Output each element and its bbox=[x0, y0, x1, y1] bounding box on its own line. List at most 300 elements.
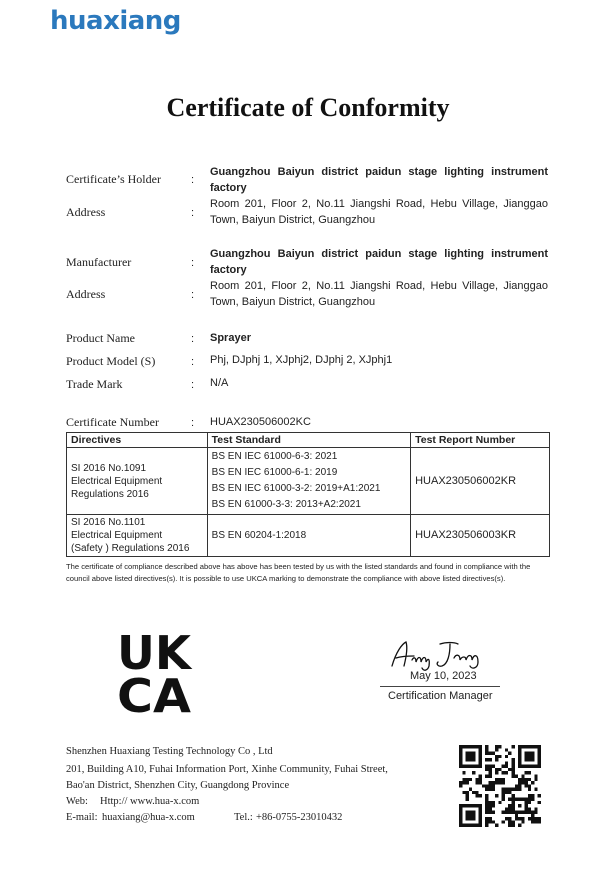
qr-module bbox=[502, 791, 505, 794]
qr-module bbox=[538, 758, 541, 761]
qr-module bbox=[459, 752, 462, 755]
qr-module bbox=[531, 755, 534, 758]
standard-line: BS EN 61000-3-3: 2013+A2:2021 bbox=[211, 499, 361, 510]
header-test-standard: Test Standard bbox=[207, 433, 410, 448]
qr-module bbox=[518, 811, 521, 814]
certificate-number: HUAX230506002KC bbox=[210, 416, 311, 428]
qr-module bbox=[479, 752, 482, 755]
qr-module bbox=[528, 817, 531, 820]
qr-module bbox=[479, 748, 482, 751]
qr-module bbox=[459, 824, 462, 827]
standard-cell: BS EN 60204-1:2018 bbox=[207, 515, 410, 557]
qr-module bbox=[485, 752, 488, 755]
qr-module bbox=[479, 745, 482, 748]
qr-module bbox=[508, 752, 511, 755]
qr-module bbox=[459, 820, 462, 823]
qr-module bbox=[528, 758, 531, 761]
qr-module bbox=[489, 804, 492, 807]
directive-line: SI 2016 No.1091 bbox=[71, 462, 147, 474]
qr-module bbox=[466, 758, 469, 761]
qr-module bbox=[538, 820, 541, 823]
certificate-number-label: Certificate Number bbox=[66, 415, 159, 429]
qr-module bbox=[518, 824, 521, 827]
qr-module bbox=[485, 804, 488, 807]
qr-module bbox=[475, 791, 478, 794]
qr-module bbox=[495, 771, 498, 774]
qr-module bbox=[518, 778, 521, 781]
qr-module bbox=[475, 765, 478, 768]
qr-module bbox=[495, 794, 498, 797]
qr-module bbox=[495, 768, 498, 771]
qr-module bbox=[462, 824, 465, 827]
qr-module bbox=[508, 807, 511, 810]
qr-module bbox=[528, 771, 531, 774]
signature-icon bbox=[388, 636, 486, 674]
qr-module bbox=[505, 765, 508, 768]
qr-module bbox=[502, 788, 505, 791]
holder-name: Guangzhou Baiyun district paidun stage lighting instrument factory bbox=[210, 166, 548, 194]
qr-module bbox=[479, 811, 482, 814]
qr-module bbox=[521, 745, 524, 748]
qr-module bbox=[466, 745, 469, 748]
company-logo: huaxiang bbox=[50, 6, 181, 36]
qr-module bbox=[502, 797, 505, 800]
qr-module bbox=[475, 778, 478, 781]
qr-module bbox=[479, 794, 482, 797]
qr-module bbox=[525, 807, 528, 810]
qr-module bbox=[521, 778, 524, 781]
qr-module bbox=[521, 781, 524, 784]
qr-module bbox=[459, 748, 462, 751]
qr-module bbox=[515, 784, 518, 787]
qr-module bbox=[511, 820, 514, 823]
qr-module bbox=[518, 804, 521, 807]
qr-module bbox=[459, 817, 462, 820]
qr-module bbox=[531, 752, 534, 755]
qr-module bbox=[528, 788, 531, 791]
product-name: Sprayer bbox=[210, 332, 251, 344]
qr-module bbox=[505, 791, 508, 794]
qr-module bbox=[485, 801, 488, 804]
qr-module bbox=[521, 765, 524, 768]
qr-module bbox=[511, 794, 514, 797]
qr-module bbox=[472, 814, 475, 817]
ukca-mark-bottom: CA bbox=[117, 669, 192, 714]
qr-module bbox=[538, 745, 541, 748]
qr-module bbox=[518, 752, 521, 755]
qr-module bbox=[485, 794, 488, 797]
manufacturer-address-colon: : bbox=[191, 289, 195, 301]
qr-module bbox=[502, 778, 505, 781]
qr-module bbox=[528, 778, 531, 781]
qr-module bbox=[475, 745, 478, 748]
header-directives: Directives bbox=[67, 433, 208, 448]
footer-address-line1: 201, Building A10, Fuhai Information Port, Xinhe Community, Fuhai Street, bbox=[66, 764, 388, 775]
qr-module bbox=[505, 771, 508, 774]
footer-tel: +86-0755-23010432 bbox=[256, 812, 343, 823]
qr-module bbox=[531, 745, 534, 748]
qr-module bbox=[479, 824, 482, 827]
footer-tel-label: Tel.: bbox=[234, 812, 253, 823]
qr-module bbox=[462, 745, 465, 748]
standard-line: BS EN IEC 61000-3-2: 2019+A1:2021 bbox=[211, 483, 381, 494]
qr-module bbox=[518, 817, 521, 820]
qr-module bbox=[498, 781, 501, 784]
qr-module bbox=[466, 794, 469, 797]
qr-module bbox=[518, 745, 521, 748]
qr-module bbox=[525, 778, 528, 781]
qr-module bbox=[518, 765, 521, 768]
qr-module bbox=[462, 778, 465, 781]
qr-module bbox=[511, 801, 514, 804]
qr-module bbox=[495, 755, 498, 758]
qr-module bbox=[472, 745, 475, 748]
qr-module bbox=[534, 778, 537, 781]
directive-line: Electrical Equipment bbox=[71, 530, 163, 541]
qr-module bbox=[469, 817, 472, 820]
qr-module bbox=[475, 824, 478, 827]
holder-label: Certificate’s Holder bbox=[66, 172, 161, 186]
product-model-label: Product Model (S) bbox=[66, 354, 156, 368]
qr-module bbox=[492, 811, 495, 814]
qr-module bbox=[515, 788, 518, 791]
qr-module bbox=[534, 765, 537, 768]
qr-module bbox=[469, 814, 472, 817]
product-model-colon: : bbox=[191, 356, 195, 368]
report-cell: HUAX230506003KR bbox=[411, 515, 550, 557]
footer-address-line2: Bao'an District, Shenzhen City, Guangdong Province bbox=[66, 780, 290, 791]
qr-module bbox=[462, 804, 465, 807]
qr-module bbox=[521, 820, 524, 823]
qr-module bbox=[489, 752, 492, 755]
directive-cell bbox=[67, 448, 208, 515]
qr-module bbox=[508, 797, 511, 800]
qr-module bbox=[502, 820, 505, 823]
qr-module bbox=[538, 752, 541, 755]
qr-module bbox=[492, 804, 495, 807]
qr-module bbox=[505, 748, 508, 751]
qr-module bbox=[508, 811, 511, 814]
qr-module bbox=[505, 761, 508, 764]
qr-module bbox=[485, 775, 488, 778]
footer-company: Shenzhen Huaxiang Testing Technology Co , Ltd bbox=[66, 746, 273, 757]
qr-module bbox=[525, 755, 528, 758]
manufacturer-address-label: Address bbox=[66, 287, 106, 301]
qr-module bbox=[466, 752, 469, 755]
qr-module bbox=[485, 817, 488, 820]
qr-module bbox=[525, 745, 528, 748]
qr-module bbox=[472, 811, 475, 814]
qr-module bbox=[505, 811, 508, 814]
qr-module bbox=[466, 817, 469, 820]
qr-module bbox=[492, 752, 495, 755]
qr-module bbox=[502, 811, 505, 814]
qr-module bbox=[502, 781, 505, 784]
qr-module bbox=[511, 824, 514, 827]
qr-module bbox=[459, 807, 462, 810]
qr-module bbox=[479, 755, 482, 758]
qr-module bbox=[466, 765, 469, 768]
qr-module bbox=[531, 781, 534, 784]
certificate-number-colon: : bbox=[191, 417, 195, 429]
footer-email: huaxiang@hua-x.com bbox=[102, 812, 195, 823]
qr-module bbox=[469, 811, 472, 814]
table-header-row bbox=[67, 433, 550, 448]
qr-module bbox=[511, 761, 514, 764]
qr-module bbox=[489, 784, 492, 787]
qr-module bbox=[508, 820, 511, 823]
qr-module bbox=[479, 765, 482, 768]
qr-module bbox=[485, 768, 488, 771]
qr-module bbox=[485, 748, 488, 751]
manufacturer-label: Manufacturer bbox=[66, 255, 132, 269]
qr-module bbox=[462, 765, 465, 768]
qr-module bbox=[534, 775, 537, 778]
product-name-label: Product Name bbox=[66, 331, 135, 345]
qr-module bbox=[472, 771, 475, 774]
qr-module bbox=[508, 768, 511, 771]
qr-module bbox=[511, 771, 514, 774]
qr-module bbox=[511, 758, 514, 761]
qr-module bbox=[531, 797, 534, 800]
directive-line: (Safety ) Regulations 2016 bbox=[71, 543, 190, 554]
qr-module bbox=[518, 781, 521, 784]
qr-module bbox=[528, 797, 531, 800]
qr-module bbox=[502, 771, 505, 774]
qr-module bbox=[479, 820, 482, 823]
qr-module bbox=[466, 824, 469, 827]
qr-module bbox=[459, 784, 462, 787]
directive-line: Electrical Equipment bbox=[71, 475, 163, 487]
qr-module bbox=[538, 801, 541, 804]
footer-web-label: Web: bbox=[66, 796, 88, 807]
qr-module bbox=[531, 820, 534, 823]
qr-module bbox=[479, 778, 482, 781]
qr-module bbox=[498, 778, 501, 781]
qr-module bbox=[505, 817, 508, 820]
qr-module bbox=[495, 745, 498, 748]
qr-module bbox=[489, 788, 492, 791]
qr-module bbox=[469, 804, 472, 807]
qr-module bbox=[462, 791, 465, 794]
qr-module bbox=[518, 797, 521, 800]
qr-module bbox=[525, 804, 528, 807]
qr-module bbox=[466, 781, 469, 784]
holder-colon: : bbox=[191, 174, 195, 186]
qr-module bbox=[469, 758, 472, 761]
qr-module bbox=[485, 758, 488, 761]
directive-line: SI 2016 No.1101 bbox=[71, 517, 146, 528]
qr-module bbox=[469, 778, 472, 781]
directives-table bbox=[66, 432, 550, 557]
qr-module bbox=[469, 765, 472, 768]
qr-module bbox=[479, 775, 482, 778]
qr-module bbox=[508, 817, 511, 820]
qr-module bbox=[525, 784, 528, 787]
qr-module bbox=[518, 748, 521, 751]
qr-module bbox=[479, 814, 482, 817]
qr-module bbox=[528, 765, 531, 768]
report-cell: HUAX230506002KR bbox=[411, 448, 550, 515]
qr-module bbox=[534, 745, 537, 748]
qr-module bbox=[479, 817, 482, 820]
qr-module bbox=[469, 745, 472, 748]
qr-module bbox=[472, 824, 475, 827]
qr-module bbox=[489, 807, 492, 810]
standard-line: BS EN IEC 61000-6-3: 2021 bbox=[211, 451, 338, 462]
qr-module bbox=[521, 775, 524, 778]
qr-module bbox=[485, 784, 488, 787]
table-row bbox=[67, 448, 550, 515]
qr-module bbox=[511, 797, 514, 800]
qr-module bbox=[489, 771, 492, 774]
qr-module bbox=[511, 768, 514, 771]
trademark-label: Trade Mark bbox=[66, 377, 123, 391]
qr-module bbox=[525, 758, 528, 761]
qr-module bbox=[482, 784, 485, 787]
qr-module bbox=[525, 771, 528, 774]
qr-module bbox=[515, 814, 518, 817]
qr-module bbox=[459, 811, 462, 814]
qr-module bbox=[525, 797, 528, 800]
qr-module bbox=[525, 781, 528, 784]
qr-module bbox=[511, 765, 514, 768]
qr-module bbox=[489, 811, 492, 814]
qr-module bbox=[534, 807, 537, 810]
qr-module bbox=[472, 758, 475, 761]
qr-module bbox=[492, 784, 495, 787]
qr-module bbox=[511, 775, 514, 778]
qr-module bbox=[518, 788, 521, 791]
qr-module bbox=[495, 748, 498, 751]
qr-module bbox=[485, 807, 488, 810]
qr-module bbox=[466, 755, 469, 758]
qr-module bbox=[459, 814, 462, 817]
qr-module bbox=[534, 811, 537, 814]
qr-module bbox=[466, 814, 469, 817]
qr-module bbox=[472, 765, 475, 768]
qr-module bbox=[511, 804, 514, 807]
product-model: Phj, DJphj 1, XJphj2, DJphj 2, XJphj1 bbox=[210, 354, 393, 366]
qr-module bbox=[485, 824, 488, 827]
qr-module bbox=[502, 794, 505, 797]
qr-module bbox=[485, 745, 488, 748]
qr-module bbox=[472, 817, 475, 820]
signatory-role: Certification Manager bbox=[388, 690, 493, 702]
qr-module bbox=[466, 804, 469, 807]
qr-module bbox=[511, 788, 514, 791]
qr-module bbox=[528, 811, 531, 814]
qr-module bbox=[466, 791, 469, 794]
ukca-mark-top: UK bbox=[117, 632, 193, 680]
qr-module bbox=[466, 778, 469, 781]
qr-module bbox=[505, 755, 508, 758]
qr-module bbox=[469, 824, 472, 827]
ukca-mark-icon bbox=[117, 632, 193, 714]
qr-module bbox=[521, 797, 524, 800]
qr-module bbox=[485, 811, 488, 814]
qr-module bbox=[538, 748, 541, 751]
qr-module bbox=[534, 788, 537, 791]
qr-module bbox=[528, 807, 531, 810]
qr-module bbox=[462, 781, 465, 784]
qr-module bbox=[492, 788, 495, 791]
qr-module bbox=[489, 758, 492, 761]
qr-module bbox=[498, 755, 501, 758]
qr-module bbox=[528, 794, 531, 797]
qr-module bbox=[508, 788, 511, 791]
qr-module bbox=[534, 820, 537, 823]
holder-address: Room 201, Floor 2, No.11 Jiangshi Road, Hebu Village, Jianggao Town, Baiyun District, Guangzhou bbox=[210, 198, 548, 226]
table-row bbox=[67, 515, 550, 557]
qr-module bbox=[475, 781, 478, 784]
qr-module bbox=[511, 807, 514, 810]
qr-module bbox=[492, 801, 495, 804]
manufacturer-name: Guangzhou Baiyun district paidun stage lighting instrument factory bbox=[210, 248, 548, 276]
qr-module bbox=[492, 820, 495, 823]
qr-module bbox=[485, 765, 488, 768]
holder-address-colon: : bbox=[191, 207, 195, 219]
qr-module bbox=[472, 791, 475, 794]
qr-module bbox=[498, 745, 501, 748]
qr-module bbox=[528, 755, 531, 758]
qr-module bbox=[498, 768, 501, 771]
qr-module bbox=[479, 761, 482, 764]
trademark-value: N/A bbox=[210, 377, 229, 389]
trademark-colon: : bbox=[191, 379, 195, 391]
qr-module bbox=[525, 752, 528, 755]
qr-module bbox=[489, 801, 492, 804]
qr-module bbox=[521, 811, 524, 814]
qr-module bbox=[538, 765, 541, 768]
qr-module bbox=[534, 817, 537, 820]
qr-module bbox=[515, 817, 518, 820]
qr-module bbox=[525, 801, 528, 804]
qr-module bbox=[515, 811, 518, 814]
qr-module bbox=[502, 765, 505, 768]
qr-module bbox=[475, 794, 478, 797]
product-name-colon: : bbox=[191, 333, 195, 345]
qr-module bbox=[511, 811, 514, 814]
qr-module bbox=[479, 781, 482, 784]
qr-module bbox=[538, 817, 541, 820]
qr-module bbox=[531, 758, 534, 761]
qr-module bbox=[521, 817, 524, 820]
qr-module bbox=[489, 765, 492, 768]
qr-module bbox=[485, 788, 488, 791]
qr-module bbox=[492, 781, 495, 784]
qr-module bbox=[508, 824, 511, 827]
compliance-note: The certificate of compliance described above has above has been tested by us with the listed standards and found in compliance with the council above listed directives(s). It is possible to use UKCA marking to demonstrate the compliance with above listed directives(s). bbox=[66, 562, 531, 583]
qr-module bbox=[462, 771, 465, 774]
qr-module bbox=[472, 752, 475, 755]
qr-module bbox=[489, 820, 492, 823]
footer-web: Http:// www.hua-x.com bbox=[100, 796, 200, 807]
qr-module bbox=[459, 758, 462, 761]
qr-module bbox=[485, 820, 488, 823]
qr-module bbox=[472, 804, 475, 807]
standard-line: BS EN IEC 61000-6-1: 2019 bbox=[211, 467, 338, 478]
qr-module bbox=[495, 824, 498, 827]
directive-line: Regulations 2016 bbox=[71, 488, 149, 500]
qr-module bbox=[508, 791, 511, 794]
qr-module bbox=[469, 752, 472, 755]
qr-module bbox=[495, 778, 498, 781]
qr-module bbox=[469, 788, 472, 791]
qr-module bbox=[518, 784, 521, 787]
qr-module bbox=[525, 811, 528, 814]
qr-module bbox=[459, 781, 462, 784]
